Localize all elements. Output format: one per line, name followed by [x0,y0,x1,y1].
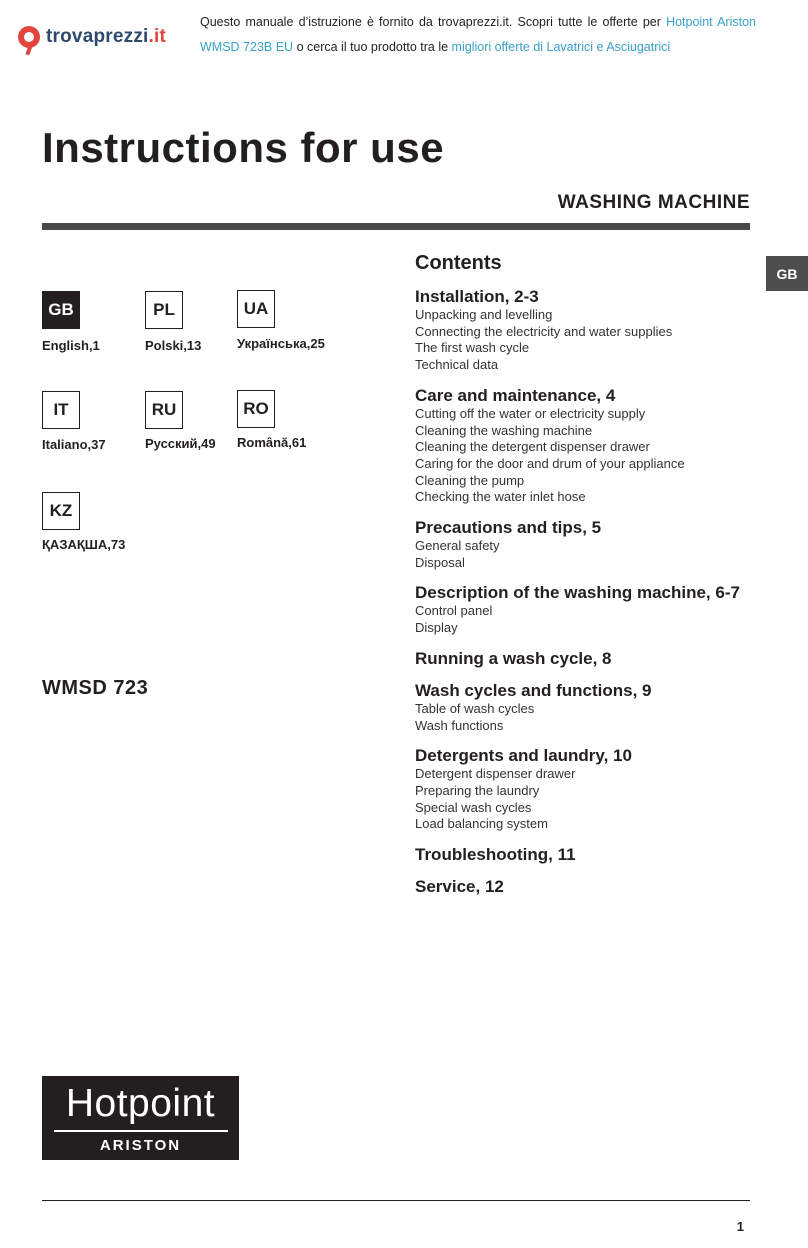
lang-label-gb[interactable]: English,1 [42,338,100,353]
toc-section-title[interactable]: Service, 12 [415,877,504,897]
toc-item[interactable]: Caring for the door and drum of your appliance [415,455,685,471]
lang-box-ru[interactable]: RU [145,391,183,429]
lang-box-ro[interactable]: RO [237,390,275,428]
lang-box-ua[interactable]: UA [237,290,275,328]
toc-section-service [415,877,755,897]
lang-box-kz[interactable]: KZ [42,492,80,530]
toc-section-title[interactable]: Running a wash cycle, 8 [415,648,612,668]
toc-item[interactable]: Preparing the laundry [415,782,540,798]
toc-item[interactable]: Unpacking and levelling [415,307,553,322]
toc-item[interactable]: Technical data [415,357,499,373]
hotpoint-ariston-logo [42,1076,239,1160]
toc-item[interactable]: Table of wash cycles [415,700,535,716]
trovaprezzi-logo[interactable] [18,26,166,48]
lang-box-it[interactable]: IT [42,391,80,429]
toc-item[interactable]: Special wash cycles [415,799,532,815]
toc-section-title[interactable]: Detergents and laundry, 10 [415,746,632,766]
hotpoint-ariston-link[interactable]: Hotpoint Ariston [666,15,756,29]
model-offer-link[interactable]: WMSD 723B EU [200,40,294,54]
banner-line-1 [200,14,756,30]
trovaprezzi-pin-icon [18,26,40,48]
toc-section-care [415,386,755,506]
trovaprezzi-logo-text: trovaprezzi.it [46,26,167,47]
toc-section-title[interactable]: Troubleshooting, 11 [415,845,576,865]
brand-name: Hotpoint [65,1082,216,1125]
lang-label-it[interactable]: Italiano,37 [42,437,106,452]
toc-item[interactable]: Display [415,620,458,636]
toc-item[interactable]: Control panel [415,603,493,619]
toc-item[interactable]: Wash functions [415,717,504,733]
toc-item[interactable]: Checking the water inlet hose [415,489,586,505]
page-title: Instructions for use [42,124,445,171]
toc-section-precautions [415,518,755,571]
toc-item[interactable]: Connecting the electricity and water supplies [415,323,673,339]
toc-item[interactable]: Cleaning the washing machine [415,422,593,438]
lang-label-ua[interactable]: Українська,25 [237,336,325,351]
lang-label-kz[interactable]: ҚАЗАҚША,73 [42,537,126,552]
toc-section-running [415,649,755,669]
brand-sub: ARISTON [99,1137,182,1154]
lang-label-pl[interactable]: Polski,13 [145,338,202,353]
page-subtitle: WASHING MACHINE [557,192,750,213]
toc-section-installation [415,287,755,374]
top-divider [42,223,750,230]
toc-item[interactable]: Load balancing system [415,816,548,832]
banner-text-1: Questo manuale d’istruzione è fornito da trovaprezzi.it. Scopri tutte le offerte per [200,15,661,29]
model-number: WMSD 723 [42,677,149,699]
banner-line-2 [200,39,756,55]
toc-section-title[interactable]: Wash cycles and functions, 9 [415,680,652,700]
best-offers-link[interactable]: migliori offerte di Lavatrici e Asciugatrici [451,40,671,54]
toc-item[interactable]: Disposal [415,554,465,570]
banner-text-2: o cerca il tuo prodotto tra le [296,40,449,54]
language-side-tab[interactable]: GB [766,256,808,291]
toc-section-troubleshooting [415,845,755,865]
toc-item[interactable]: General safety [415,538,500,554]
lang-label-ro[interactable]: Română,61 [237,435,307,450]
toc-section-wash-cycles [415,681,755,734]
toc-item[interactable]: Cleaning the pump [415,472,525,488]
toc-item[interactable]: Cutting off the water or electricity supply [415,405,646,421]
toc-item[interactable]: Cleaning the detergent dispenser drawer [415,439,650,455]
brand-divider [54,1130,228,1132]
toc-item[interactable]: The first wash cycle [415,340,530,356]
toc-section-title[interactable]: Description of the washing machine, 6-7 [415,583,740,603]
page-number: 1 [736,1219,744,1234]
toc-section-title[interactable]: Precautions and tips, 5 [415,518,602,538]
toc-item[interactable]: Detergent dispenser drawer [415,766,576,782]
contents-title: Contents [415,252,502,274]
toc-section-title[interactable]: Installation, 2-3 [415,287,539,306]
toc-section-description [415,583,755,636]
lang-label-ru[interactable]: Русский,49 [145,436,216,451]
lang-box-pl[interactable]: PL [145,291,183,329]
bottom-divider [42,1200,750,1201]
table-of-contents [415,252,755,909]
toc-section-detergents [415,746,755,833]
lang-box-gb[interactable]: GB [42,291,80,329]
toc-section-title[interactable]: Care and maintenance, 4 [415,385,616,405]
